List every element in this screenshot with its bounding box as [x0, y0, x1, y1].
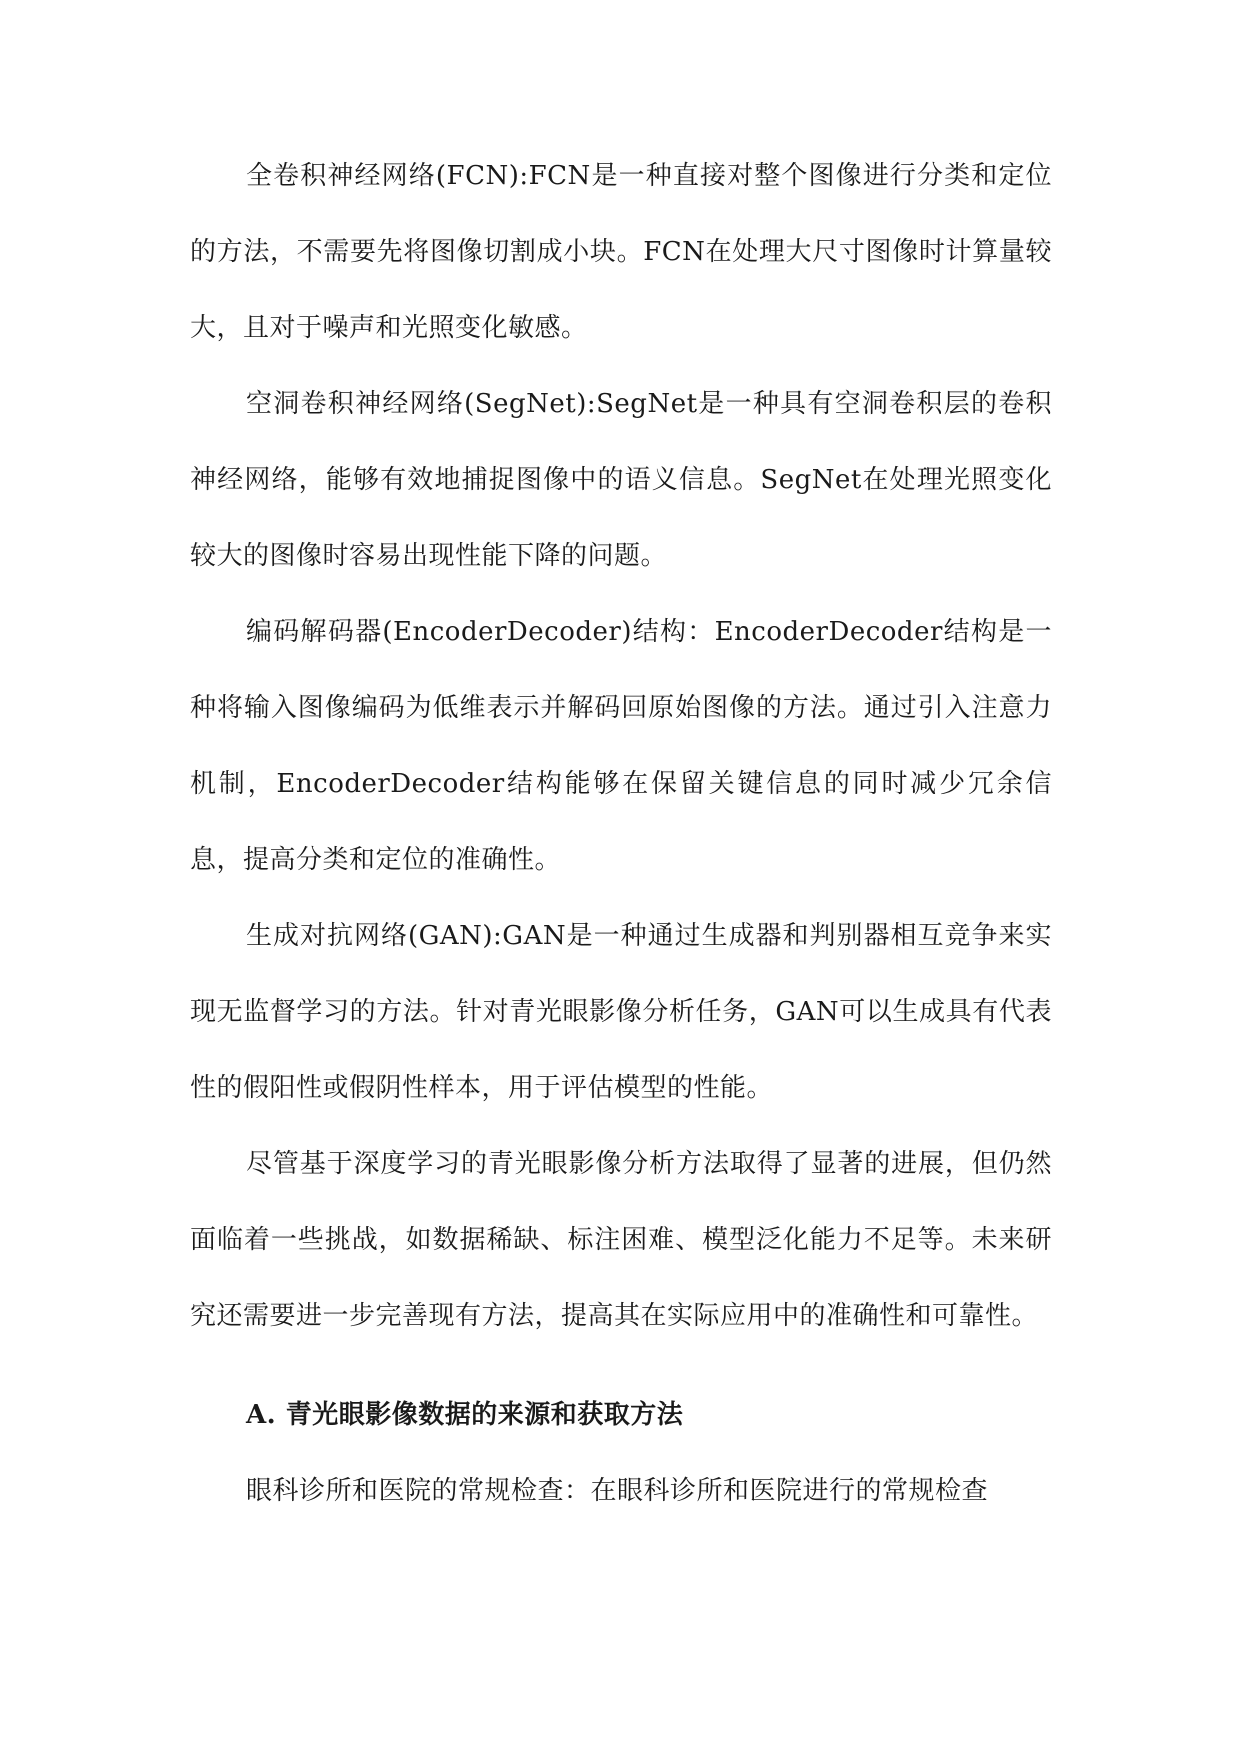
paragraph-segnet: 空洞卷积神经网络(SegNet):SegNet是一种具有空洞卷积层的卷积神经网络，能够有效地捕捉图像中的语义信息。SegNet在处理光照变化较大的图像时容易出现性能下降的问题。 — [190, 389, 1052, 571]
section-heading: A. 青光眼影像数据的来源和获取方法 — [246, 1400, 684, 1430]
document-body — [190, 138, 1052, 1529]
paragraph-clinic-exams: 眼科诊所和医院的常规检查：在眼科诊所和医院进行的常规检查 — [246, 1476, 989, 1506]
paragraph-fcn: 全卷积神经网络(FCN):FCN是一种直接对整个图像进行分类和定位的方法，不需要先将图像切割成小块。FCN在处理大尺寸图像时计算量较大，且对于噪声和光照变化敏感。 — [190, 161, 1052, 343]
paragraph-gan: 生成对抗网络(GAN):GAN是一种通过生成器和判别器相互竞争来实现无监督学习的方法。针对青光眼影像分析任务，GAN可以生成具有代表性的假阳性或假阴性样本，用于评估模型的性能。 — [190, 921, 1052, 1103]
paragraph-encoder-decoder: 编码解码器(EncoderDecoder)结构：EncoderDecoder结构是一种将输入图像编码为低维表示并解码回原始图像的方法。通过引入注意力机制，EncoderDecoder结构能够在保留关键信息的同时减少冗余信息，提高分类和定位的准确性。 — [190, 617, 1052, 875]
paragraph-challenges: 尽管基于深度学习的青光眼影像分析方法取得了显著的进展，但仍然面临着一些挑战，如数据稀缺、标注困难、模型泛化能力不足等。未来研究还需要进一步完善现有方法，提高其在实际应用中的准确性和可靠性。 — [190, 1149, 1052, 1331]
